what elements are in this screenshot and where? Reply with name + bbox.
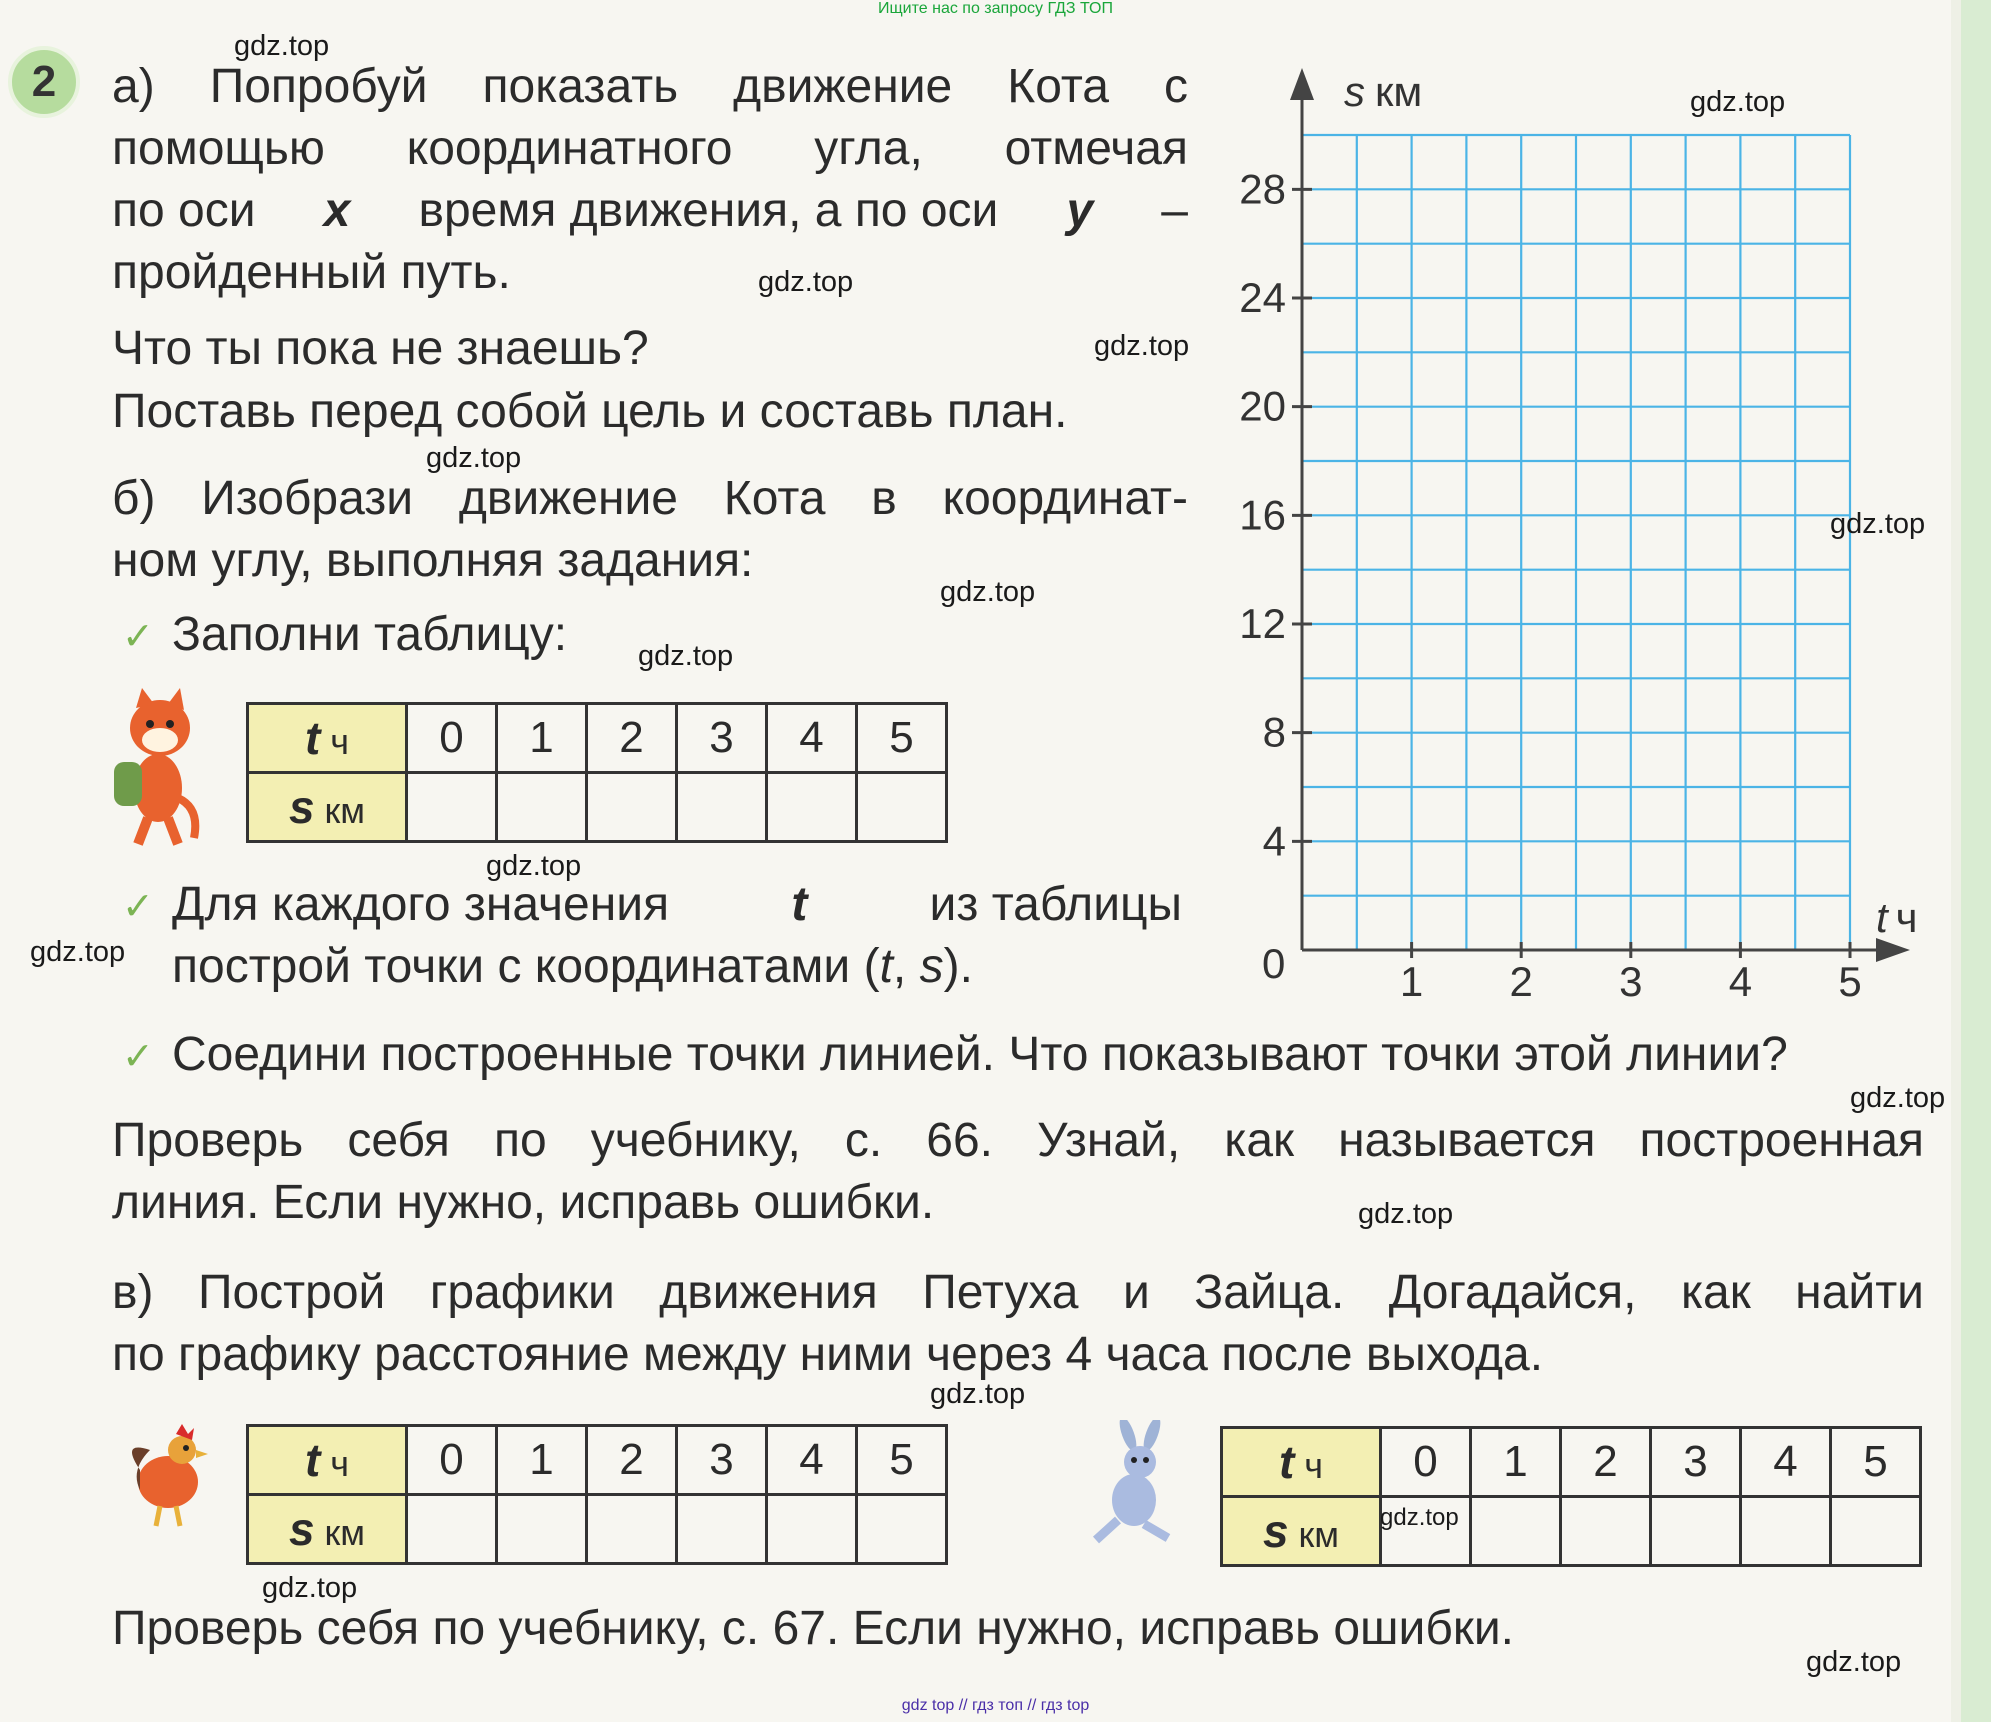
part-a-text: по оси <box>112 184 256 237</box>
y-tick-label: 4 <box>1262 817 1286 865</box>
task-number-badge: 2 <box>8 46 80 118</box>
check-fill-text: Заполни таблицу: <box>172 608 568 661</box>
right-margin-strip <box>1961 0 1991 1722</box>
t-value: 3 <box>677 1426 767 1495</box>
t-header: t ч <box>1222 1428 1381 1497</box>
s-cell[interactable] <box>1741 1497 1831 1566</box>
x-axis-label: t ч <box>1876 894 1918 941</box>
verify2: Проверь себя по учебнику, с. 67. Если нужно, исправь ошибки. <box>112 1602 1515 1655</box>
watermark: gdz.top <box>1358 1198 1454 1230</box>
y-axis-label: s км <box>1344 68 1423 115</box>
s-cell[interactable] <box>1471 1497 1561 1566</box>
t-value: 3 <box>677 704 767 773</box>
s-cell[interactable] <box>407 773 497 842</box>
part-a-line-4: пройденный путь. <box>112 246 511 299</box>
s-header: s км <box>248 1495 407 1564</box>
t-value: 0 <box>407 1426 497 1495</box>
verify1-line-2: линия. Если нужно, исправь ошибки. <box>112 1176 935 1229</box>
watermark: gdz.top <box>1690 86 1786 118</box>
t-value: 2 <box>587 1426 677 1495</box>
s-cell[interactable] <box>677 1495 767 1564</box>
part-a-line-2: помощью координатного угла, отмечая <box>112 122 1188 175</box>
watermark: gdz.top <box>262 1572 358 1604</box>
y-tick-label: 8 <box>1262 708 1286 756</box>
watermark: gdz.top <box>234 30 330 62</box>
watermark: gdz.top <box>638 640 734 672</box>
check-icon: ✓ <box>122 886 154 928</box>
t-value: 5 <box>857 1426 947 1495</box>
part-v-line-1: в) Построй графики движения Петуха и Зайца. Догадайся, как найти <box>112 1266 1924 1319</box>
t-value: 4 <box>1741 1428 1831 1497</box>
check-points-text: Для каждого значения <box>172 878 670 931</box>
s-header: s км <box>248 773 407 842</box>
grid-lines <box>1302 135 1850 950</box>
x-tick-label: 3 <box>1619 958 1643 1005</box>
cat-table <box>246 702 948 843</box>
check-icon: ✓ <box>122 1036 154 1078</box>
s-cell[interactable] <box>497 773 587 842</box>
t-header: t ч <box>248 1426 407 1495</box>
t-value: 1 <box>1471 1428 1561 1497</box>
y-tick-label: 16 <box>1239 491 1286 539</box>
s-cell[interactable] <box>587 1495 677 1564</box>
s-cell[interactable] <box>767 1495 857 1564</box>
t-value: 1 <box>497 704 587 773</box>
s-cell[interactable] <box>407 1495 497 1564</box>
part-a-line-1: а) Попробуй показать движение Кота с <box>112 60 1188 113</box>
y-tick-label: 24 <box>1239 274 1286 321</box>
var-t: t <box>791 878 808 931</box>
part-v-line-2: по графику расстояние между ними через 4 часа после выхода. <box>112 1328 1544 1381</box>
check-points-line-1 <box>122 874 1182 936</box>
y-axis-arrow <box>1290 68 1314 100</box>
t-header: t ч <box>248 704 407 773</box>
cat-illustration <box>108 688 204 848</box>
t-value: 0 <box>1381 1428 1471 1497</box>
watermark: gdz.top <box>1850 1082 1946 1114</box>
x-tick-label: 1 <box>1399 958 1424 1005</box>
x-tick-label: 5 <box>1838 958 1862 1005</box>
y-tick-label: 20 <box>1239 382 1286 430</box>
part-b-line-1: б) Изобрази движение Кота в координат- <box>112 472 1188 525</box>
s-cell[interactable] <box>857 773 947 842</box>
s-cell[interactable] <box>677 773 767 842</box>
x-axis-arrow <box>1876 938 1910 962</box>
x-tick-label: 2 <box>1509 958 1533 1005</box>
s-cell[interactable] <box>1561 1497 1651 1566</box>
t-value: 4 <box>767 704 857 773</box>
y-tick-label: 12 <box>1239 600 1286 647</box>
tick-labels <box>1239 165 1861 1005</box>
y-tick-label: 28 <box>1239 165 1286 213</box>
s-cell[interactable] <box>1651 1497 1741 1566</box>
watermark: gdz.top <box>758 266 854 298</box>
watermark: gdz.top <box>930 1378 1026 1410</box>
check-points-line-2: построй точки с координатами (t, s). <box>172 940 973 993</box>
t-value: 5 <box>857 704 947 773</box>
check-connect-text: Соедини построенные точки линией. Что показывают точки этой линии? <box>172 1028 1788 1081</box>
axis-x-name: x <box>323 184 351 237</box>
t-value: 2 <box>1561 1428 1651 1497</box>
question-2: Поставь перед собой цель и составь план. <box>112 385 1068 438</box>
s-cell[interactable] <box>767 773 857 842</box>
axis-y-name: y <box>1066 184 1094 237</box>
t-value: 2 <box>587 704 677 773</box>
origin-label: 0 <box>1262 940 1286 987</box>
s-header: s км <box>1222 1497 1381 1566</box>
question-1: Что ты пока не знаешь? <box>112 322 649 375</box>
hare-table <box>1220 1426 1922 1567</box>
part-b-line-2: ном углу, выполняя задания: <box>112 534 754 587</box>
check-icon: ✓ <box>122 616 154 658</box>
watermark: gdz.top <box>486 850 582 882</box>
watermark: gdz.top <box>1094 330 1190 362</box>
s-cell[interactable] <box>497 1495 587 1564</box>
watermark: gdz.top <box>940 576 1036 608</box>
watermark: gdz.top <box>1380 1504 1459 1531</box>
coordinate-grid-chart <box>1220 60 1960 1040</box>
rooster-illustration <box>120 1420 210 1530</box>
watermark: gdz.top <box>1830 508 1926 540</box>
verify1-line-1: Проверь себя по учебнику, с. 66. Узнай, как называется построенная <box>112 1114 1924 1167</box>
s-cell[interactable] <box>1831 1497 1921 1566</box>
t-value: 4 <box>767 1426 857 1495</box>
watermark: gdz.top <box>1806 1646 1902 1678</box>
hare-illustration <box>1082 1420 1192 1550</box>
part-a-text: время движения, а по оси <box>418 184 999 237</box>
s-cell[interactable] <box>587 773 677 842</box>
top-note: Ищите нас по запросу ГДЗ ТОП <box>878 0 1113 17</box>
x-tick-label: 4 <box>1728 958 1753 1005</box>
check-fill-table <box>122 604 568 666</box>
part-a-line-3 <box>112 180 1188 242</box>
rooster-table <box>246 1424 948 1565</box>
t-value: 1 <box>497 1426 587 1495</box>
watermark: gdz.top <box>426 442 522 474</box>
watermark: gdz.top <box>30 936 126 968</box>
check-points-text: из таблицы <box>929 878 1182 931</box>
t-value: 0 <box>407 704 497 773</box>
footer-note: gdz top // гдз топ // гдз top <box>901 1697 1090 1714</box>
s-cell[interactable] <box>857 1495 947 1564</box>
t-value: 5 <box>1831 1428 1921 1497</box>
part-a-dash: – <box>1161 184 1188 237</box>
t-value: 3 <box>1651 1428 1741 1497</box>
